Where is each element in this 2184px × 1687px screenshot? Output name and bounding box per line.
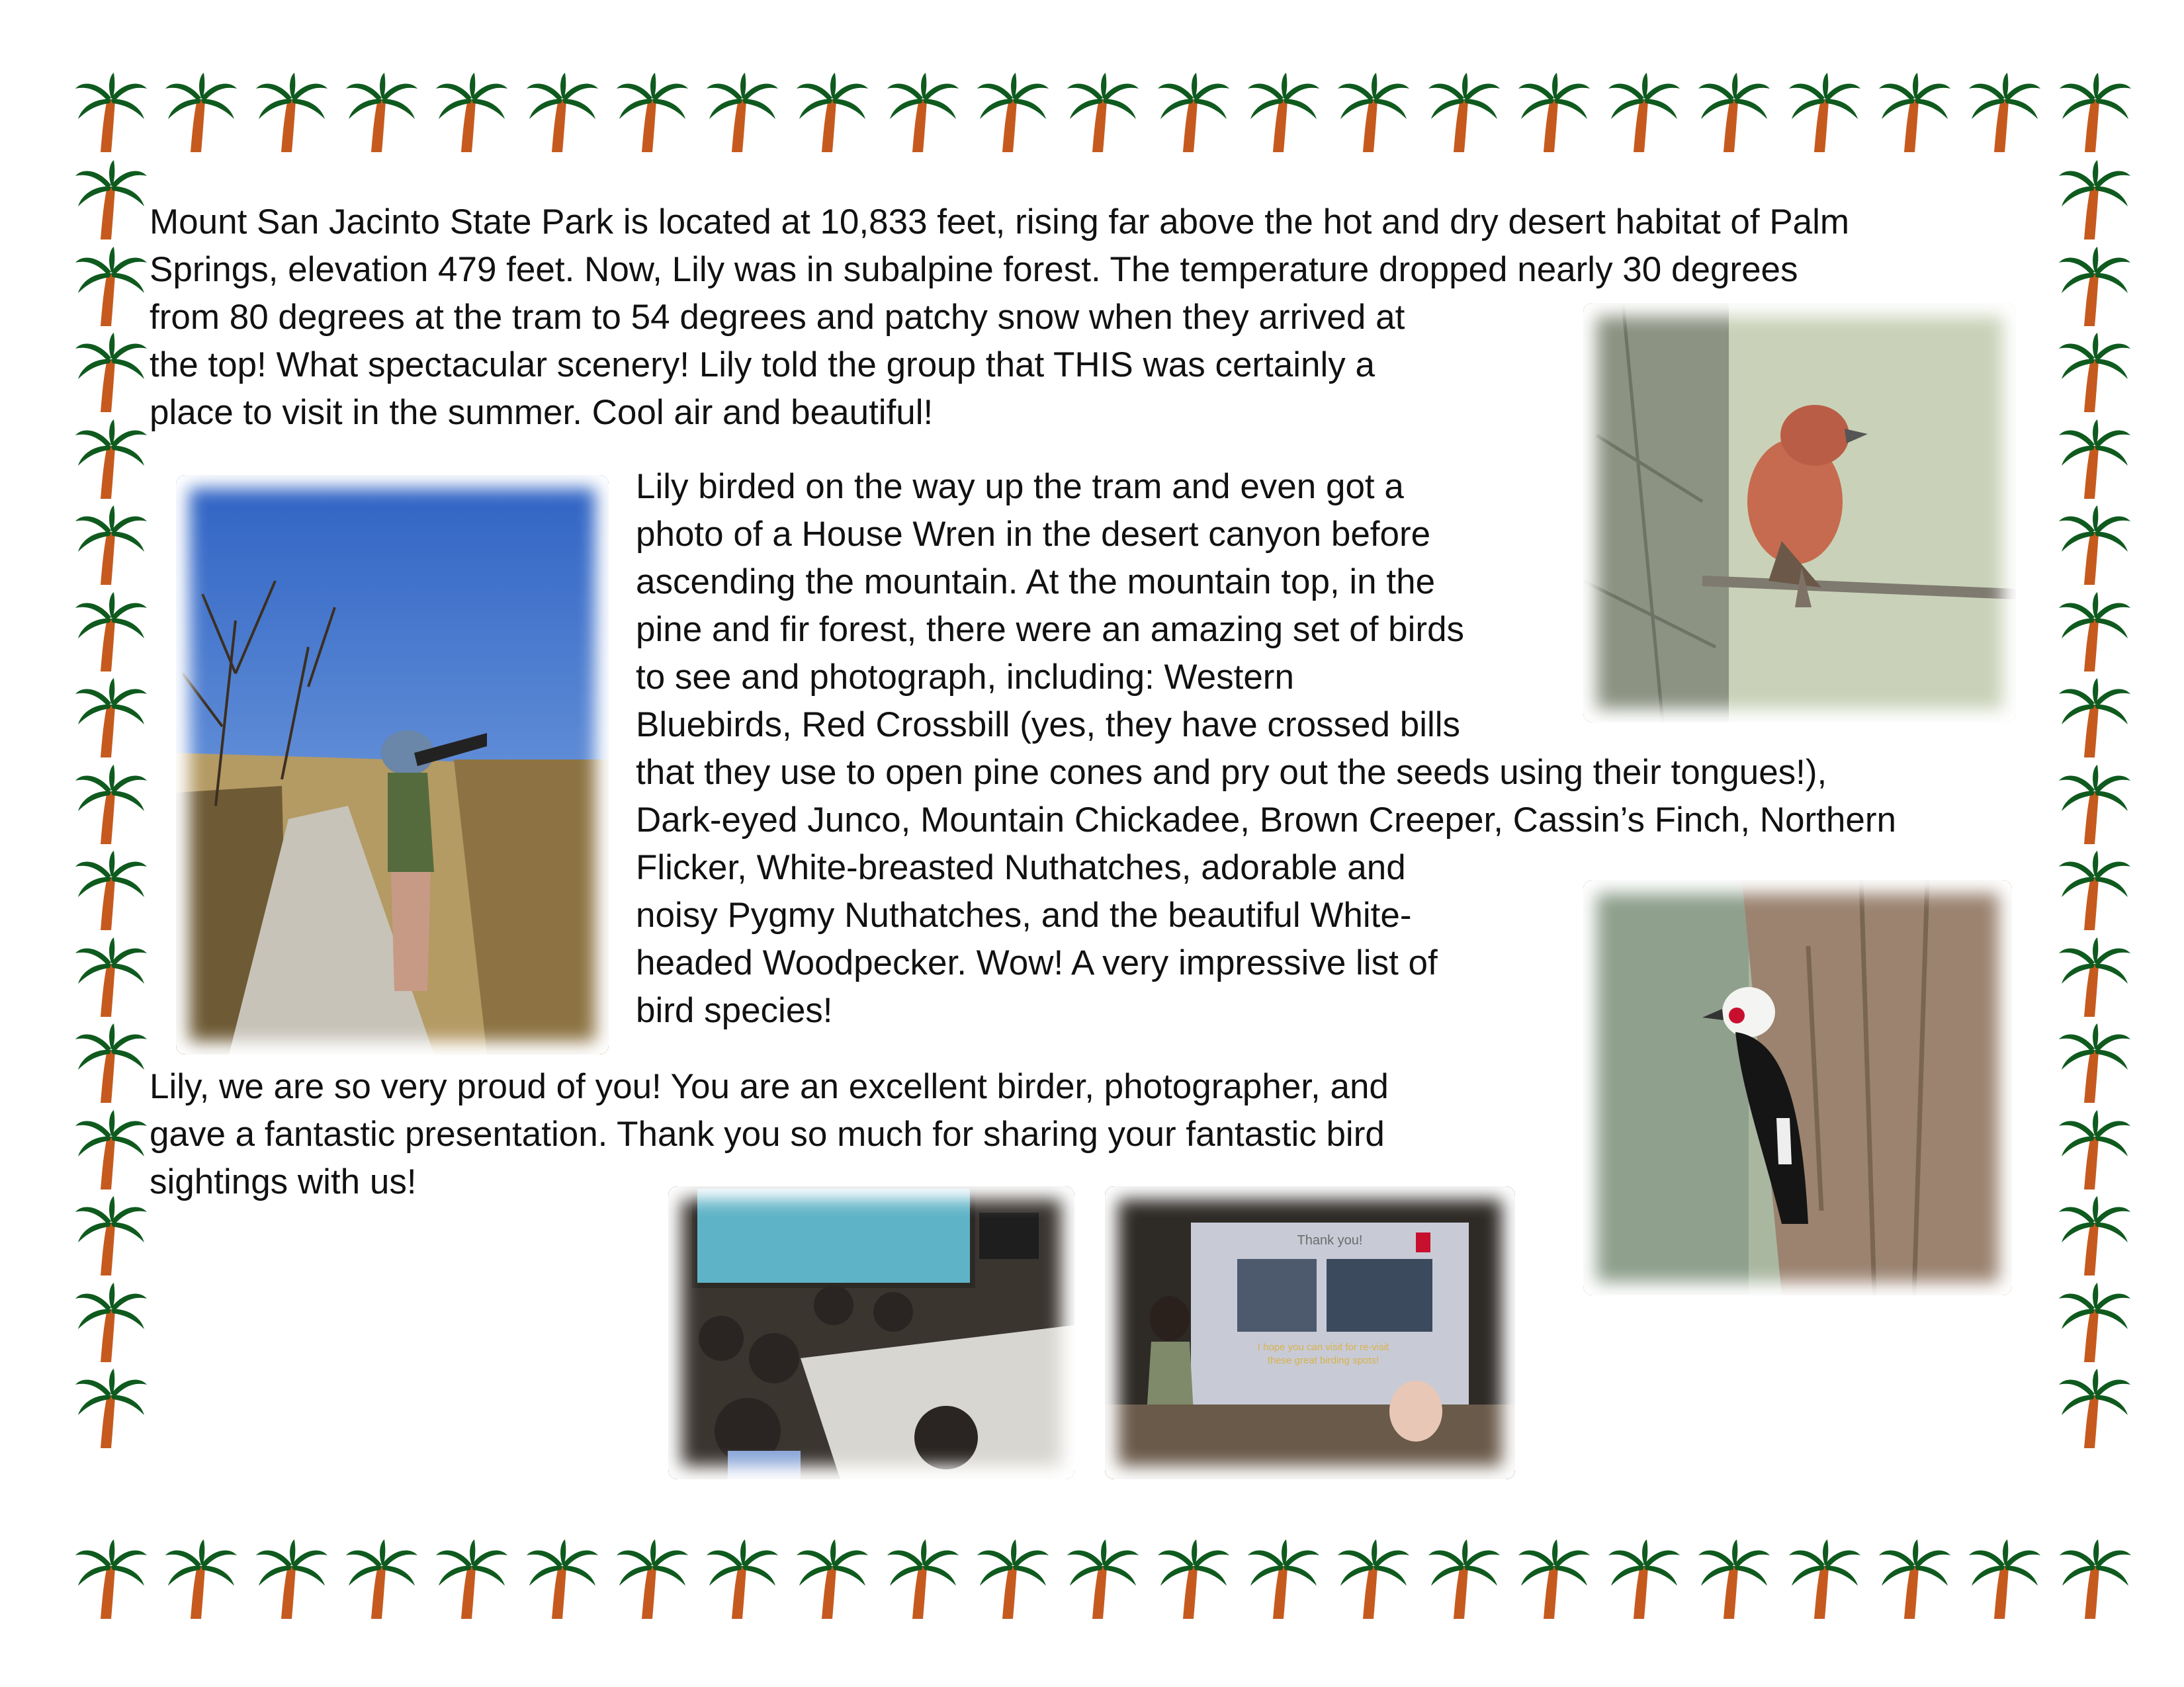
palm-tree-icon bbox=[2058, 1195, 2132, 1277]
text-line: that they use to open pine cones and pry out the seeds using their tongues!), bbox=[636, 753, 1827, 792]
palm-tree-icon bbox=[255, 71, 329, 154]
palm-tree-icon bbox=[1607, 1538, 1681, 1621]
palm-tree-icon bbox=[1157, 1538, 1231, 1621]
palm-tree-icon bbox=[886, 71, 960, 154]
palm-tree-icon bbox=[1788, 1538, 1862, 1621]
palm-tree-icon bbox=[1968, 71, 2042, 154]
palm-tree-icon bbox=[74, 936, 148, 1019]
palm-tree-icon bbox=[1427, 1538, 1501, 1621]
palm-tree-icon bbox=[1697, 71, 1771, 154]
palm-tree-icon bbox=[886, 1538, 960, 1621]
palm-tree-icon bbox=[74, 331, 148, 414]
palm-tree-icon bbox=[1336, 71, 1411, 154]
palm-tree-icon bbox=[2058, 504, 2132, 587]
palm-tree-icon bbox=[2058, 159, 2132, 241]
text-line: Springs, elevation 479 feet. Now, Lily was in subalpine forest. The temperature dropped nearly 30 degrees bbox=[150, 250, 1798, 289]
palm-tree-icon bbox=[74, 418, 148, 501]
palm-tree-icon bbox=[1246, 1538, 1321, 1621]
text-line: photo of a House Wren in the desert canyon before bbox=[636, 515, 1431, 554]
palm-tree-icon bbox=[74, 849, 148, 932]
palm-tree-icon bbox=[74, 1538, 148, 1621]
palm-tree-icon bbox=[1788, 71, 1862, 154]
palm-tree-icon bbox=[2058, 1109, 2132, 1191]
photo-red-crossbill bbox=[1583, 303, 2016, 722]
palm-tree-icon bbox=[74, 504, 148, 587]
palm-tree-icon bbox=[74, 245, 148, 328]
palm-tree-icon bbox=[525, 71, 599, 154]
palm-tree-icon bbox=[74, 71, 148, 154]
palm-tree-icon bbox=[74, 1022, 148, 1105]
palm-tree-icon bbox=[705, 1538, 779, 1621]
slide-caption: I hope you can visit for re-visit bbox=[1257, 1342, 1389, 1353]
photo-lily-presenting bbox=[1105, 1186, 1515, 1479]
palm-tree-icon bbox=[1878, 1538, 1952, 1621]
text-line: bird species! bbox=[636, 991, 833, 1030]
palm-tree-icon bbox=[74, 677, 148, 759]
palm-tree-icon bbox=[976, 71, 1050, 154]
palm-tree-icon bbox=[74, 1367, 148, 1450]
palm-tree-icon bbox=[2058, 245, 2132, 328]
text-line: Mount San Jacinto State Park is located at 10,833 feet, rising far above the hot and dry desert habitat of Palm bbox=[150, 202, 1850, 241]
text-line: headed Woodpecker. Wow! A very impressive list of bbox=[636, 943, 1438, 982]
palm-tree-icon bbox=[164, 1538, 238, 1621]
slide-caption: these great birding spots! bbox=[1267, 1355, 1379, 1366]
palm-tree-icon bbox=[435, 1538, 509, 1621]
palm-tree-icon bbox=[2058, 418, 2132, 501]
palm-tree-icon bbox=[74, 1195, 148, 1277]
palm-tree-icon bbox=[164, 71, 238, 154]
palm-tree-icon bbox=[2058, 331, 2132, 414]
palm-tree-icon bbox=[1878, 71, 1952, 154]
text-line: Bluebirds, Red Crossbill (yes, they have crossed bills bbox=[636, 705, 1461, 744]
palm-tree-icon bbox=[1607, 71, 1681, 154]
palm-tree-icon bbox=[2058, 1538, 2132, 1621]
text-line: pine and fir forest, there were an amazing set of birds bbox=[636, 610, 1465, 649]
slide-title: Thank you! bbox=[1297, 1233, 1363, 1248]
palm-tree-icon bbox=[1697, 1538, 1771, 1621]
palm-tree-icon bbox=[1427, 71, 1501, 154]
palm-tree-icon bbox=[976, 1538, 1050, 1621]
palm-tree-icon bbox=[615, 71, 689, 154]
palm-tree-icon bbox=[2058, 1022, 2132, 1105]
photo-lily-on-boardwalk bbox=[176, 475, 609, 1055]
text-line: Lily birded on the way up the tram and even got a bbox=[636, 467, 1404, 506]
text-line: Dark-eyed Junco, Mountain Chickadee, Brown Creeper, Cassin’s Finch, Northern bbox=[636, 800, 1896, 840]
text-line: place to visit in the summer. Cool air and beautiful! bbox=[150, 393, 934, 432]
text-line: sightings with us! bbox=[150, 1162, 417, 1201]
text-line: the top! What spectacular scenery! Lily told the group that THIS was certainly a bbox=[150, 345, 1375, 384]
text-line: Flicker, White-breasted Nuthatches, adorable and bbox=[636, 848, 1406, 887]
palm-tree-icon bbox=[1336, 1538, 1411, 1621]
palm-tree-icon bbox=[2058, 936, 2132, 1019]
text-line: Lily, we are so very proud of you! You are an excellent birder, photographer, and bbox=[150, 1067, 1389, 1106]
palm-tree-icon bbox=[1066, 1538, 1140, 1621]
paragraph-3 bbox=[150, 1063, 1389, 1206]
palm-tree-icon bbox=[1968, 1538, 2042, 1621]
palm-tree-icon bbox=[1517, 1538, 1591, 1621]
palm-tree-icon bbox=[74, 159, 148, 241]
palm-tree-icon bbox=[795, 71, 869, 154]
photo-meeting-audience bbox=[668, 1186, 1074, 1479]
text-line: noisy Pygmy Nuthatches, and the beautiful White- bbox=[636, 896, 1412, 935]
palm-tree-icon bbox=[2058, 1367, 2132, 1450]
palm-tree-icon bbox=[1517, 71, 1591, 154]
text-line: to see and photograph, including: Western bbox=[636, 658, 1294, 697]
palm-tree-icon bbox=[74, 763, 148, 846]
text-line: gave a fantastic presentation. Thank you so much for sharing your fantastic bird bbox=[150, 1115, 1385, 1154]
text-line: ascending the mountain. At the mountain top, in the bbox=[636, 562, 1436, 601]
palm-tree-icon bbox=[525, 1538, 599, 1621]
palm-tree-icon bbox=[1246, 71, 1321, 154]
palm-tree-icon bbox=[795, 1538, 869, 1621]
palm-tree-icon bbox=[2058, 591, 2132, 673]
palm-tree-icon bbox=[74, 1281, 148, 1364]
palm-tree-icon bbox=[255, 1538, 329, 1621]
palm-tree-icon bbox=[1157, 71, 1231, 154]
palm-tree-icon bbox=[1066, 71, 1140, 154]
palm-tree-icon bbox=[2058, 71, 2132, 154]
palm-tree-icon bbox=[345, 1538, 419, 1621]
palm-tree-icon bbox=[345, 71, 419, 154]
palm-tree-icon bbox=[2058, 1281, 2132, 1364]
palm-tree-icon bbox=[2058, 849, 2132, 932]
palm-tree-icon bbox=[2058, 763, 2132, 846]
palm-tree-icon bbox=[74, 1109, 148, 1191]
palm-tree-icon bbox=[615, 1538, 689, 1621]
text-line: from 80 degrees at the tram to 54 degrees and patchy snow when they arrived at bbox=[150, 298, 1405, 337]
palm-tree-icon bbox=[74, 591, 148, 673]
palm-tree-icon bbox=[705, 71, 779, 154]
palm-tree-icon bbox=[2058, 677, 2132, 759]
photo-white-headed-woodpecker bbox=[1583, 880, 2012, 1295]
palm-tree-icon bbox=[435, 71, 509, 154]
